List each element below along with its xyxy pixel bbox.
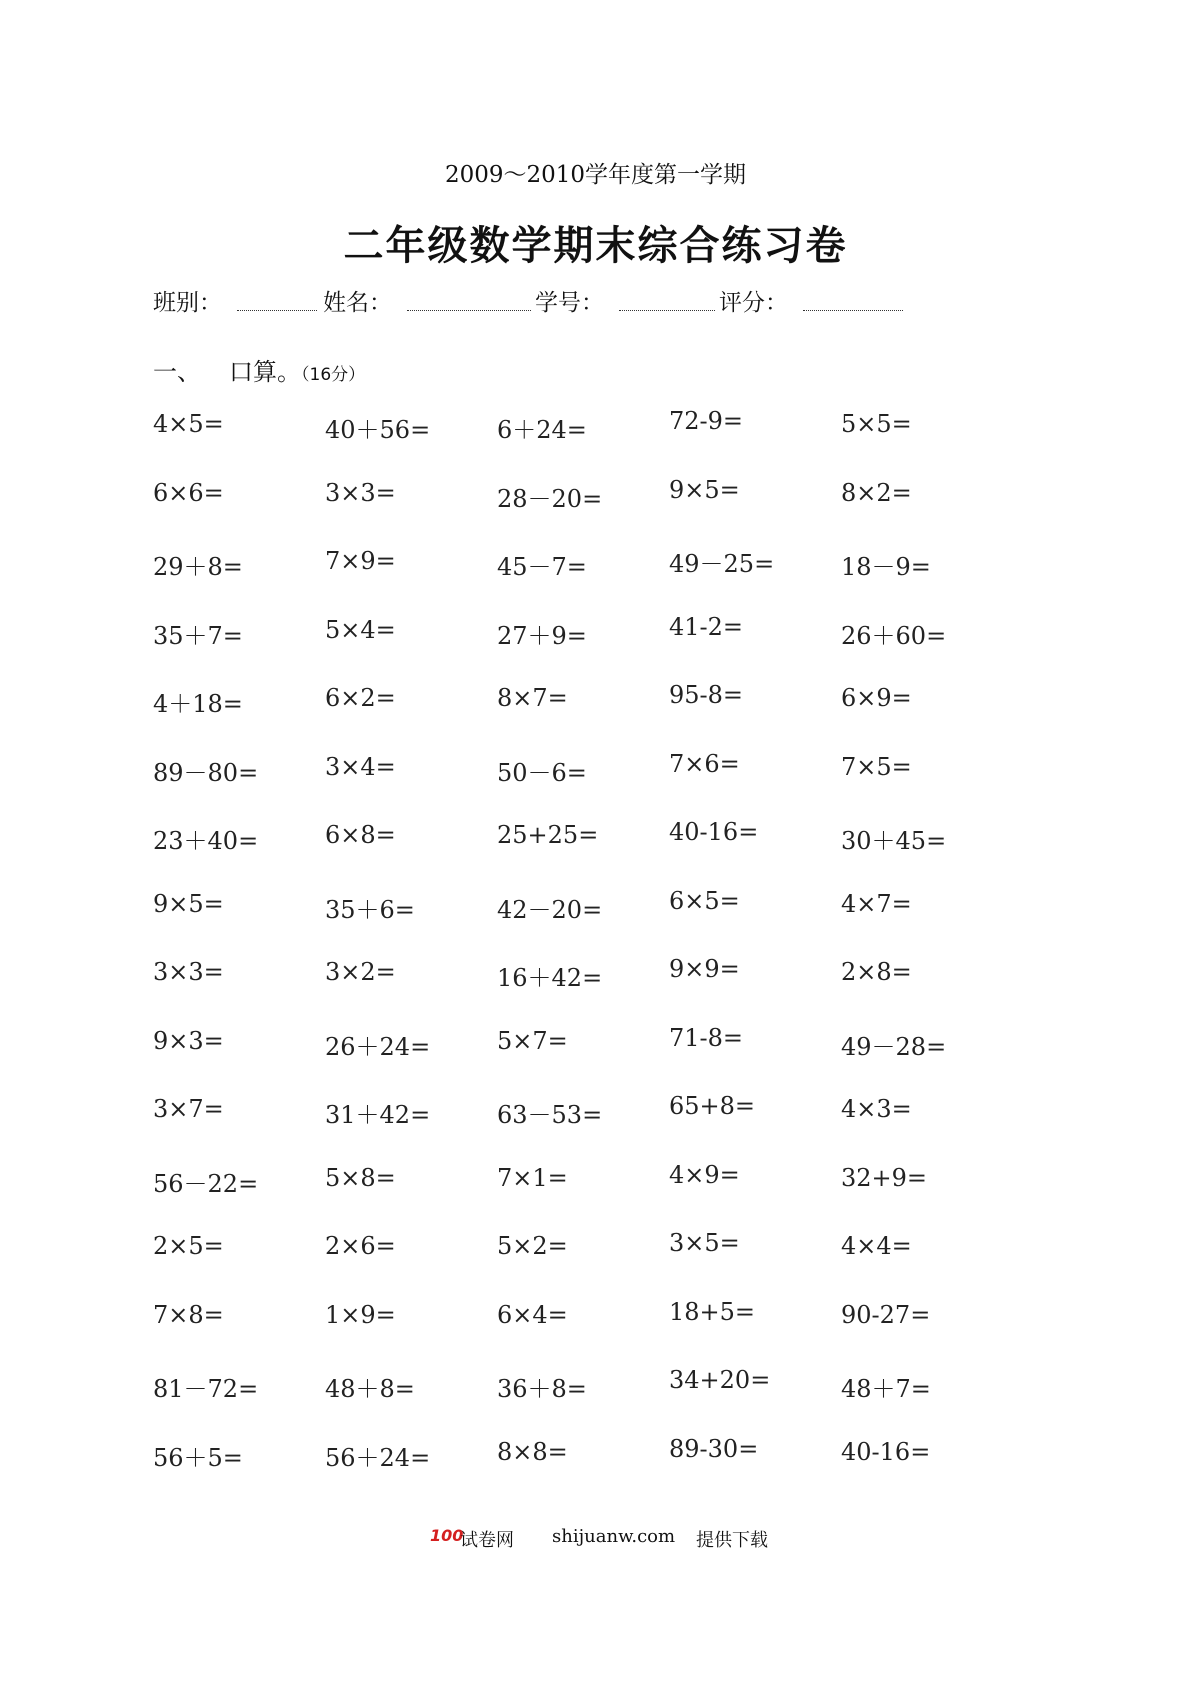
problem-item: 49－28= [841, 1032, 947, 1061]
problem-item: 8×8= [497, 1437, 568, 1466]
problem-item: 49－25= [669, 550, 775, 578]
problem-item: 89－80= [153, 758, 259, 787]
problem-item: 32+9= [841, 1163, 928, 1192]
problem-item: 3×3= [325, 478, 396, 507]
problem-item: 40＋56= [325, 416, 431, 444]
problem-item: 41-2= [669, 612, 744, 641]
problem-item: 1×9= [325, 1300, 396, 1329]
page-title: 二年级数学期末综合练习卷 [343, 223, 848, 269]
year-title: 2009～2010学年度第一学期 [444, 162, 747, 188]
problem-item: 89-30= [669, 1434, 759, 1463]
problem-item: 3×3= [153, 958, 224, 986]
problem-item: 7×6= [669, 749, 740, 778]
problem-item: 2×8= [841, 958, 912, 986]
name-field[interactable] [407, 310, 531, 311]
problem-item: 3×2= [325, 958, 396, 986]
problem-item: 63－53= [497, 1101, 603, 1129]
problem-item: 18+5= [669, 1297, 756, 1326]
problem-item: 71-8= [669, 1023, 744, 1052]
problem-item: 2×5= [153, 1232, 224, 1260]
problem-item: 6×4= [497, 1300, 568, 1329]
problem-item: 25+25= [497, 821, 599, 849]
problem-item: 6×8= [325, 821, 396, 849]
problem-item: 9×5= [153, 889, 224, 918]
section-points: （16分） [301, 365, 366, 385]
problem-item: 95-8= [669, 681, 744, 709]
problem-item: 81－72= [153, 1375, 259, 1403]
problem-item: 26＋60= [841, 621, 947, 650]
problem-item: 42－20= [497, 895, 603, 924]
problem-item: 3×7= [153, 1095, 224, 1123]
section-1-heading [153, 352, 365, 387]
problem-item: 8×2= [841, 478, 912, 507]
problem-item: 65+8= [669, 1092, 756, 1120]
problem-item: 4×4= [841, 1232, 912, 1260]
problem-item: 16＋42= [497, 964, 603, 992]
problem-item: 40-16= [669, 818, 759, 846]
problem-item: 6×2= [325, 684, 396, 712]
problem-item: 9×3= [153, 1026, 224, 1055]
score-label: 评分： [719, 290, 788, 316]
problem-item: 48＋8= [325, 1375, 415, 1403]
problem-item: 5×4= [325, 615, 396, 644]
student-no-label: 学号： [535, 290, 604, 316]
problem-item: 4＋18= [153, 690, 243, 718]
problem-item: 27＋9= [497, 621, 587, 650]
footer [0, 1526, 1191, 1556]
problem-item: 90-27= [841, 1300, 931, 1329]
problem-item: 56－22= [153, 1169, 259, 1198]
class-label: 班别： [153, 290, 222, 316]
name-label: 姓名： [323, 290, 392, 316]
problem-item: 50－6= [497, 758, 587, 787]
problem-item: 4×3= [841, 1095, 912, 1123]
problem-item: 3×4= [325, 752, 396, 781]
problem-item: 56＋24= [325, 1443, 431, 1472]
problem-item: 6＋24= [497, 416, 587, 444]
problem-item: 9×9= [669, 955, 740, 983]
problem-item: 26＋24= [325, 1032, 431, 1061]
problem-item: 45－7= [497, 553, 587, 581]
site-name: 试卷网 [460, 1530, 514, 1551]
student-no-field[interactable] [619, 310, 715, 311]
problem-item: 31＋42= [325, 1101, 431, 1129]
problem-item: 9×5= [669, 475, 740, 504]
problem-item: 34+20= [669, 1366, 771, 1394]
problem-item: 5×8= [325, 1163, 396, 1192]
problem-item: 5×2= [497, 1232, 568, 1260]
problem-item: 6×9= [841, 684, 912, 712]
problem-item: 6×6= [153, 478, 224, 507]
problem-item: 5×7= [497, 1026, 568, 1055]
problem-item: 4×7= [841, 889, 912, 918]
problem-item: 72-9= [669, 407, 744, 435]
class-field[interactable] [237, 310, 317, 311]
problem-item: 30＋45= [841, 827, 947, 855]
problem-item: 4×9= [669, 1160, 740, 1189]
problem-item: 5×5= [841, 410, 912, 438]
problem-item: 4×5= [153, 410, 224, 438]
problem-item: 28－20= [497, 484, 603, 513]
problem-item: 56＋5= [153, 1443, 243, 1472]
provide-text: 提供下载 [696, 1530, 768, 1551]
problem-item: 8×7= [497, 684, 568, 712]
site-logo: 100 [430, 1526, 464, 1545]
problem-item: 23＋40= [153, 827, 259, 855]
problem-item: 18－9= [841, 553, 931, 581]
problem-item: 40-16= [841, 1437, 931, 1466]
section-title: 口算。 [229, 358, 301, 386]
section-number: 一、 [153, 358, 201, 386]
site-domain[interactable]: shijuanw.com [552, 1526, 676, 1547]
problem-item: 48＋7= [841, 1375, 931, 1403]
problem-item: 7×9= [325, 547, 396, 575]
problem-item: 3×5= [669, 1229, 740, 1257]
score-field[interactable] [803, 310, 903, 311]
problem-item: 35＋7= [153, 621, 243, 650]
problem-item: 29＋8= [153, 553, 243, 581]
problem-item: 7×8= [153, 1300, 224, 1329]
problem-item: 36＋8= [497, 1375, 587, 1403]
problem-item: 7×1= [497, 1163, 568, 1192]
problem-item: 6×5= [669, 886, 740, 915]
problem-item: 7×5= [841, 752, 912, 781]
problem-item: 2×6= [325, 1232, 396, 1260]
problem-item: 35＋6= [325, 895, 415, 924]
